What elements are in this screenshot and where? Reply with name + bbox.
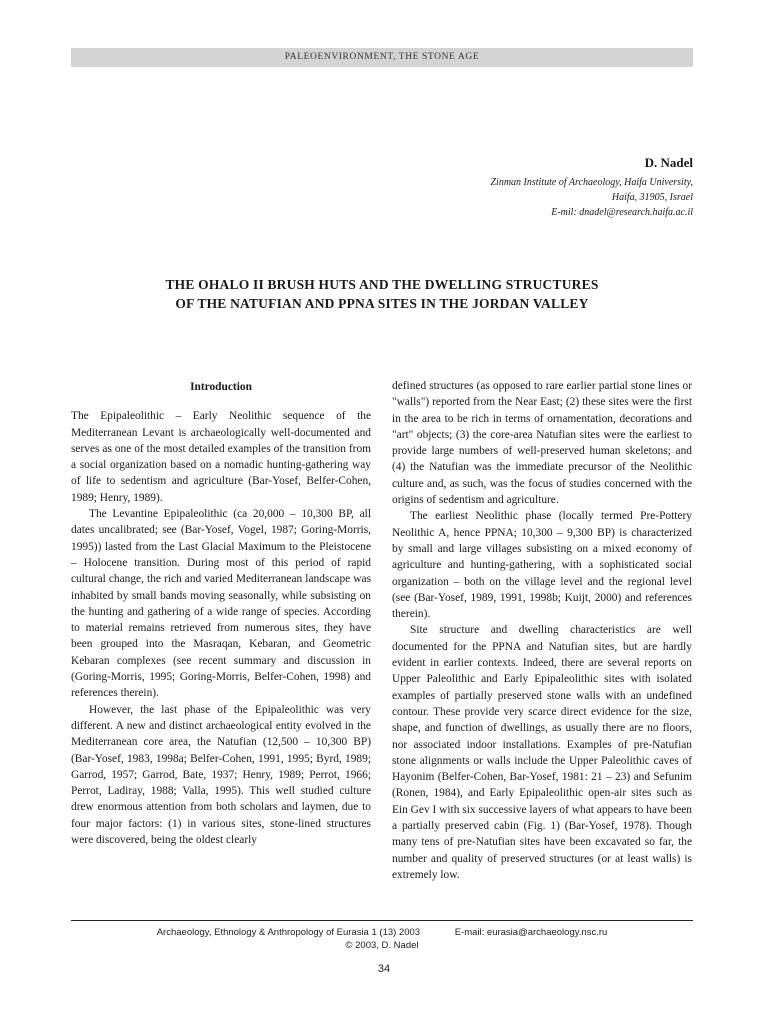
author-name: D. Nadel [644,155,693,170]
paragraph: However, the last phase of the Epipaleolithic was very different. A new and distinct archaeological entity evolved in the Mediterranean core area, the Natufian (12,500 – 10,300 BP) (Bar-Yosef, 1983, 1998a; Belfer-Cohen, 1991, 1995; Byrd, 1989; Garrod, 1957; Garrod, Bate, 1937; Henry, 1989; Perrot, 1966; Perrot, Ladiray, 1988; Valla, 1995). This well studied culture drew enormous attention from both scholars and laymen, due to four major factors: (1) in various sites, stone-lined structures were discovered, being the oldest clearly [71,703,371,847]
running-head: PALEOENVIRONMENT, THE STONE AGE [71,48,693,67]
author-block [491,155,694,220]
footer-copyright: © 2003, D. Nadel [345,940,419,951]
footer-journal: Archaeology, Ethnology & Anthropology of Eurasia 1 (13) 2003 [156,927,421,938]
right-column [392,378,692,883]
paragraph: defined structures (as opposed to rare earlier partial stone lines or "walls") reported from the Near East; (2) these sites were the first in the area to be rich in terms of ornamentation, decorations and "art" objects; (3) the core-area Natufian sites were the earliest to provide large numbers of well-preserved human skeletons; and (4) the Natufian was the immediate precursor of the Neolithic culture and, as such, was the focus of studies concerned with the origins of sedentism and agriculture. [392,380,692,507]
title-line: OF THE NATUFIAN AND PPNA SITES IN THE JORDAN VALLEY [175,296,589,311]
article-title [71,275,693,313]
footer-divider [71,920,693,921]
paragraph: The Epipaleolithic – Early Neolithic sequence of the Mediterranean Levant is archaeologically well-documented and serves as one of the most detailed examples of the transition from a social organization based on a nomadic hunting-gathering way of life to sedentism and agriculture (Bar-Yosef, Belfer-Cohen, 1989; Henry, 1989). [71,410,371,504]
footer [71,926,693,952]
affiliation-line: Haifa, 31905, Israel [611,192,693,203]
paragraph: The earliest Neolithic phase (locally termed Pre-Pottery Neolithic A, hence PPNA; 10,300 – 9,300 BP) is characterized by small and large villages subsisting on a mixed economy of agriculture and hunting-gathering, with a sophisticated social organization – both on the village level and the regional level (see (Bar-Yosef, 1989, 1991, 1998b; Kuijt, 2000) and references therein). [392,510,692,621]
title-line: THE OHALO II BRUSH HUTS AND THE DWELLING STRUCTURES [165,277,599,292]
left-column [71,378,371,848]
paragraph: The Levantine Epipaleolithic (ca 20,000 – 10,300 BP, all dates uncalibrated; see (Bar-Yosef, Vogel, 1987; Goring-Morris, 1995)) lasted from the Last Glacial Maximum to the Pleistocene – Holocene transition. During most of this period of rapid cultural change, the rich and varied Mediterranean landscape was inhabited by small bands moving seasonally, while subsisting on the hunting and gathering of a wide range of species. According to material remains retrieved from numerous sites, they have been grouped into the Masraqan, Kebaran, and Geometric Kebaran complexes (see recent summary and discussion in (Goring-Morris, 1995; Goring-Morris, Belfer-Cohen, 1998) and references therein). [71,508,371,700]
affiliation-line: Zinman Institute of Archaeology, Haifa University, [490,177,693,188]
paragraph: Site structure and dwelling characteristics are well documented for the PPNA and Natufian sites, but are hardly evident in earlier contexts. Indeed, there are several reports on Upper Paleolithic and Early Epipaleolithic sites with isolated examples of partially preserved stone walls with an undefined contour. These provide very scarce direct evidence for the size, shape, and function of dwellings, as usually there are no floors, nor associated indoor installations. Examples of pre-Natufian stone alignments or walls include the Upper Paleolithic caves of Hayonim (Belfer-Cohen, Bar-Yosef, 1981: 21 – 23) and Sefunim (Ronen, 1984), and Early Epipaleolithic open-air sites such as Ein Gev I with six successive layers of what appears to have been a partially preserved cabin (Fig. 1) (Bar-Yosef, 1978). Though many tens of pre-Natufian sites have been excavated so far, the number and quality of preserved structures (or at least walls) is extremely low. [392,624,692,881]
page-number: 34 [377,963,391,975]
author-email: E-mil: dnadel@research.haifa.ac.il [551,207,693,218]
footer-email: E-mail: eurasia@archaeology.nsc.ru [454,927,608,938]
section-heading: Introduction [190,381,252,393]
